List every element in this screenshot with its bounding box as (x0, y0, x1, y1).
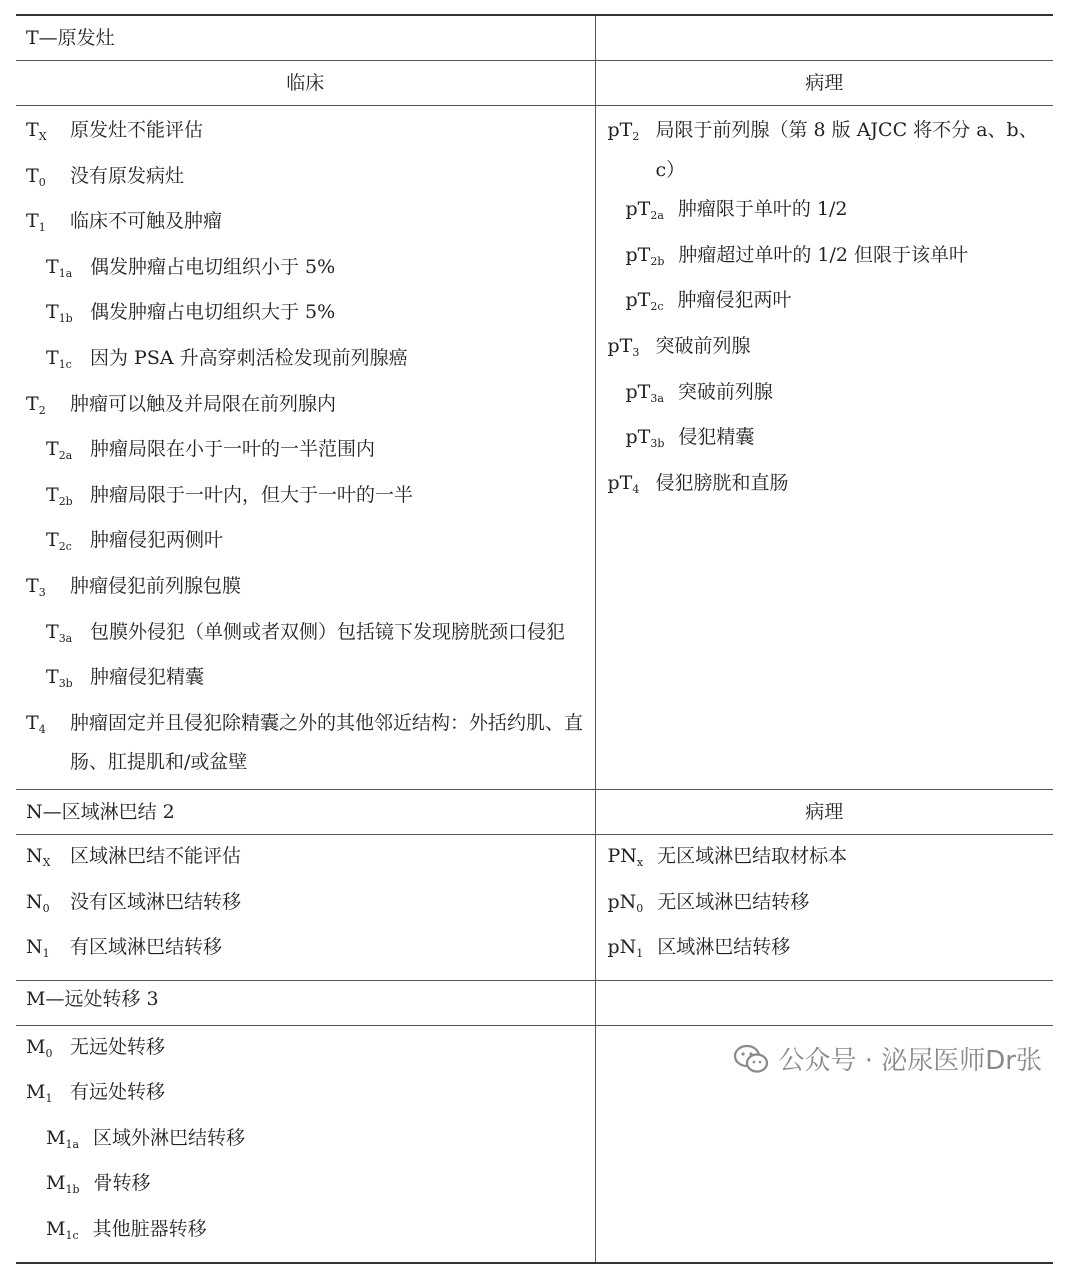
staging-code (46, 1119, 79, 1165)
staging-code-letter: T (26, 574, 39, 597)
staging-code-letter: T (46, 529, 59, 552)
staging-code-subscript: 2a (58, 449, 73, 463)
staging-code-letter: pT (607, 334, 633, 357)
staging-code (626, 190, 664, 236)
staging-code-subscript: 2b (58, 494, 73, 508)
staging-entry (16, 476, 595, 522)
staging-code-subscript: 1 (38, 221, 46, 235)
staging-code (46, 521, 76, 567)
staging-code-subscript: 1c (65, 1229, 79, 1243)
staging-description: 无区域淋巴结转移 (657, 890, 810, 913)
staging-code (608, 883, 644, 929)
staging-code-subscript: 1a (65, 1137, 80, 1151)
staging-entry (596, 837, 1054, 883)
n-pathology-list (596, 837, 1054, 974)
staging-entry (16, 293, 595, 339)
staging-code-subscript: 0 (636, 901, 644, 915)
staging-description: 局限于前列腺（第 8 版 AJCC 将不分 a、b、c） (655, 119, 1038, 181)
staging-code-letter: M (46, 1126, 66, 1149)
staging-description: 没有原发病灶 (70, 164, 185, 187)
staging-entry (16, 1028, 595, 1074)
t-section-title: T—原发灶 (26, 27, 115, 49)
staging-code (46, 293, 76, 339)
staging-code (46, 248, 76, 294)
staging-description: 肿瘤侵犯两叶 (677, 289, 792, 312)
staging-code (26, 202, 56, 248)
t-header-row (16, 61, 1053, 106)
staging-code (608, 928, 644, 974)
staging-entry (16, 521, 595, 567)
staging-code-subscript: X (38, 130, 47, 143)
t-clinical-list (16, 111, 595, 783)
staging-code (46, 1210, 79, 1256)
staging-description: 无区域淋巴结取材标本 (657, 844, 848, 867)
staging-code-letter: T (46, 301, 59, 324)
staging-description: 区域淋巴结转移 (657, 936, 791, 959)
staging-code-letter: T (46, 483, 59, 506)
staging-code-letter: N (26, 936, 43, 959)
staging-description: 肿瘤侵犯前列腺包膜 (70, 574, 242, 597)
staging-entry (16, 567, 595, 613)
staging-code-subscript: X (42, 855, 51, 869)
staging-description: 没有区域淋巴结转移 (70, 890, 242, 913)
staging-entry (596, 111, 1054, 190)
staging-entry (16, 339, 595, 385)
t-content-row (16, 106, 1053, 790)
staging-code (46, 613, 76, 659)
staging-entry (596, 883, 1054, 929)
staging-code (46, 1164, 80, 1210)
staging-code (626, 236, 665, 282)
staging-code-letter: T (46, 255, 59, 278)
staging-code (608, 837, 644, 883)
staging-code-letter: T (26, 711, 39, 734)
staging-code (26, 157, 56, 203)
staging-entry (596, 327, 1054, 373)
staging-code-subscript: 2b (650, 254, 665, 268)
staging-entry (16, 613, 595, 659)
staging-description: 偶发肿瘤占电切组织大于 5% (90, 301, 336, 324)
staging-description: 区域外淋巴结转移 (93, 1126, 246, 1149)
staging-code-subscript: 2c (650, 300, 664, 314)
staging-code (26, 111, 56, 157)
staging-entry (16, 1073, 595, 1119)
staging-code-subscript: 0 (42, 901, 50, 915)
staging-code-letter: T (46, 620, 59, 643)
staging-code-letter: N (26, 844, 43, 867)
staging-code-letter: T (26, 392, 39, 415)
staging-entry (596, 281, 1054, 327)
staging-code (46, 658, 76, 704)
staging-description: 肿瘤侵犯两侧叶 (90, 529, 224, 552)
staging-description: 肿瘤限于单叶的 1/2 (677, 198, 848, 221)
staging-entry (16, 658, 595, 704)
staging-entry (16, 928, 595, 974)
staging-code-subscript: 3a (650, 391, 664, 405)
staging-description: 突破前列腺 (655, 334, 751, 357)
staging-code-letter: T (26, 210, 39, 233)
staging-entry (16, 1164, 595, 1210)
staging-entry (596, 418, 1054, 464)
staging-code-subscript: 4 (38, 722, 46, 736)
staging-code-subscript: 3b (650, 437, 665, 451)
staging-code-subscript: 1b (58, 312, 73, 326)
staging-code-letter: N (26, 890, 43, 913)
staging-code-subscript: 1 (636, 947, 644, 961)
staging-code (626, 418, 665, 464)
staging-entry (16, 1210, 595, 1256)
staging-code-subscript: 1c (58, 357, 72, 371)
staging-entry (596, 236, 1054, 282)
staging-code (26, 928, 56, 974)
pathology-header: 病理 (805, 72, 844, 94)
staging-code-letter: T (26, 164, 39, 187)
staging-description: 原发灶不能评估 (70, 119, 204, 141)
staging-entry (596, 373, 1054, 419)
staging-entry (16, 111, 595, 157)
staging-code-subscript: 2c (58, 540, 72, 554)
staging-description: 肿瘤超过单叶的 1/2 但限于该单叶 (678, 243, 969, 266)
staging-code-letter: M (26, 1081, 46, 1104)
staging-code-letter: M (46, 1218, 66, 1241)
staging-code-subscript: 1 (45, 1092, 53, 1106)
n-section-title-row (16, 789, 1053, 834)
staging-code (608, 464, 642, 510)
staging-code-subscript: x (636, 855, 644, 869)
m-section-title: M—远处转移 3 (26, 987, 159, 1010)
staging-code-letter: T (46, 346, 59, 369)
staging-entry (16, 704, 595, 783)
staging-code-letter: pT (625, 380, 651, 403)
t-section-title-row (16, 15, 1053, 61)
staging-entry (596, 928, 1054, 974)
staging-code-letter: pT (607, 119, 633, 141)
staging-code (26, 1028, 56, 1074)
staging-description: 因为 PSA 升高穿刺活检发现前列腺癌 (90, 346, 408, 369)
staging-code-letter: pT (625, 243, 651, 266)
wechat-icon (734, 1044, 768, 1074)
staging-entry (16, 157, 595, 203)
staging-code (608, 111, 642, 157)
staging-code-letter: T (26, 119, 39, 141)
staging-code (46, 339, 76, 385)
staging-code-letter: T (46, 438, 59, 461)
staging-description: 肿瘤局限在小于一叶的一半范围内 (90, 438, 376, 461)
staging-entry (596, 190, 1054, 236)
staging-code-letter: pT (607, 471, 633, 494)
staging-entry (16, 883, 595, 929)
m-clinical-list (16, 1028, 595, 1256)
staging-code-letter: pT (625, 289, 651, 312)
staging-description: 侵犯膀胱和直肠 (655, 471, 789, 494)
staging-code-letter: T (46, 666, 59, 689)
staging-description: 突破前列腺 (677, 380, 773, 403)
staging-description: 区域淋巴结不能评估 (70, 844, 242, 867)
staging-description: 有区域淋巴结转移 (70, 936, 223, 959)
clinical-header: 临床 (286, 72, 325, 94)
staging-code-letter: pT (625, 198, 651, 221)
staging-code-letter: M (46, 1172, 66, 1195)
staging-description: 肿瘤可以触及并局限在前列腺内 (70, 392, 337, 415)
staging-description: 肿瘤局限于一叶内，但大于一叶的一半 (90, 483, 414, 506)
staging-code (26, 385, 56, 431)
staging-code-letter: pT (625, 426, 651, 449)
n-content-row (16, 834, 1053, 980)
n-clinical-list (16, 837, 595, 974)
staging-description: 无远处转移 (70, 1035, 166, 1058)
staging-code (26, 567, 56, 613)
n-section-title: N—区域淋巴结 2 (26, 800, 175, 823)
staging-code-subscript: 1 (42, 947, 50, 961)
staging-code-subscript: 0 (45, 1046, 53, 1060)
staging-code (626, 373, 664, 419)
staging-code-subscript: 3 (38, 585, 46, 599)
staging-entry (16, 385, 595, 431)
staging-code-letter: pN (607, 890, 637, 913)
staging-description: 侵犯精囊 (678, 426, 755, 449)
staging-code (608, 327, 642, 373)
staging-description: 骨转移 (93, 1172, 151, 1195)
m-section-title-row (16, 980, 1053, 1025)
watermark-text: 公众号 · 泌尿医师Dr张 (778, 1046, 1042, 1076)
staging-description: 肿瘤侵犯精囊 (90, 666, 205, 689)
staging-code-subscript: 3b (58, 677, 73, 691)
staging-entry (16, 202, 595, 248)
staging-description: 肿瘤固定并且侵犯除精囊之外的其他邻近结构：外括约肌、直肠、肛提肌和/或盆壁 (70, 711, 584, 774)
staging-code (46, 430, 76, 476)
staging-entry (16, 837, 595, 883)
staging-code (26, 704, 56, 750)
staging-description: 偶发肿瘤占电切组织小于 5% (90, 255, 336, 278)
staging-code-subscript: 2 (38, 403, 46, 417)
staging-code-subscript: 2 (632, 130, 640, 143)
staging-entry (596, 464, 1054, 510)
staging-code (26, 1073, 56, 1119)
staging-code (26, 883, 56, 929)
staging-entry (16, 1119, 595, 1165)
staging-entry (16, 248, 595, 294)
staging-code-subscript: 4 (632, 482, 640, 496)
staging-description: 有远处转移 (70, 1081, 166, 1104)
staging-code (46, 476, 76, 522)
staging-code-subscript: 3a (58, 631, 73, 645)
n-pathology-header: 病理 (805, 800, 844, 823)
staging-code-subscript: 3 (632, 345, 640, 359)
staging-description: 包膜外侵犯（单侧或者双侧）包括镜下发现膀胱颈口侵犯 (90, 620, 566, 643)
watermark (734, 1040, 1042, 1077)
staging-code-letter: M (26, 1035, 46, 1058)
staging-description: 其他脏器转移 (92, 1218, 207, 1241)
staging-code (626, 281, 664, 327)
staging-code-subscript: 0 (38, 175, 46, 189)
staging-code-subscript: 2a (650, 209, 664, 223)
staging-code-letter: PN (607, 844, 637, 867)
staging-entry (16, 430, 595, 476)
staging-code-subscript: 1a (58, 266, 73, 280)
staging-code-subscript: 1b (65, 1183, 80, 1197)
staging-code (26, 837, 56, 883)
t-pathology-list (596, 111, 1054, 509)
staging-description: 临床不可触及肿瘤 (70, 210, 223, 233)
staging-code-letter: pN (607, 936, 637, 959)
